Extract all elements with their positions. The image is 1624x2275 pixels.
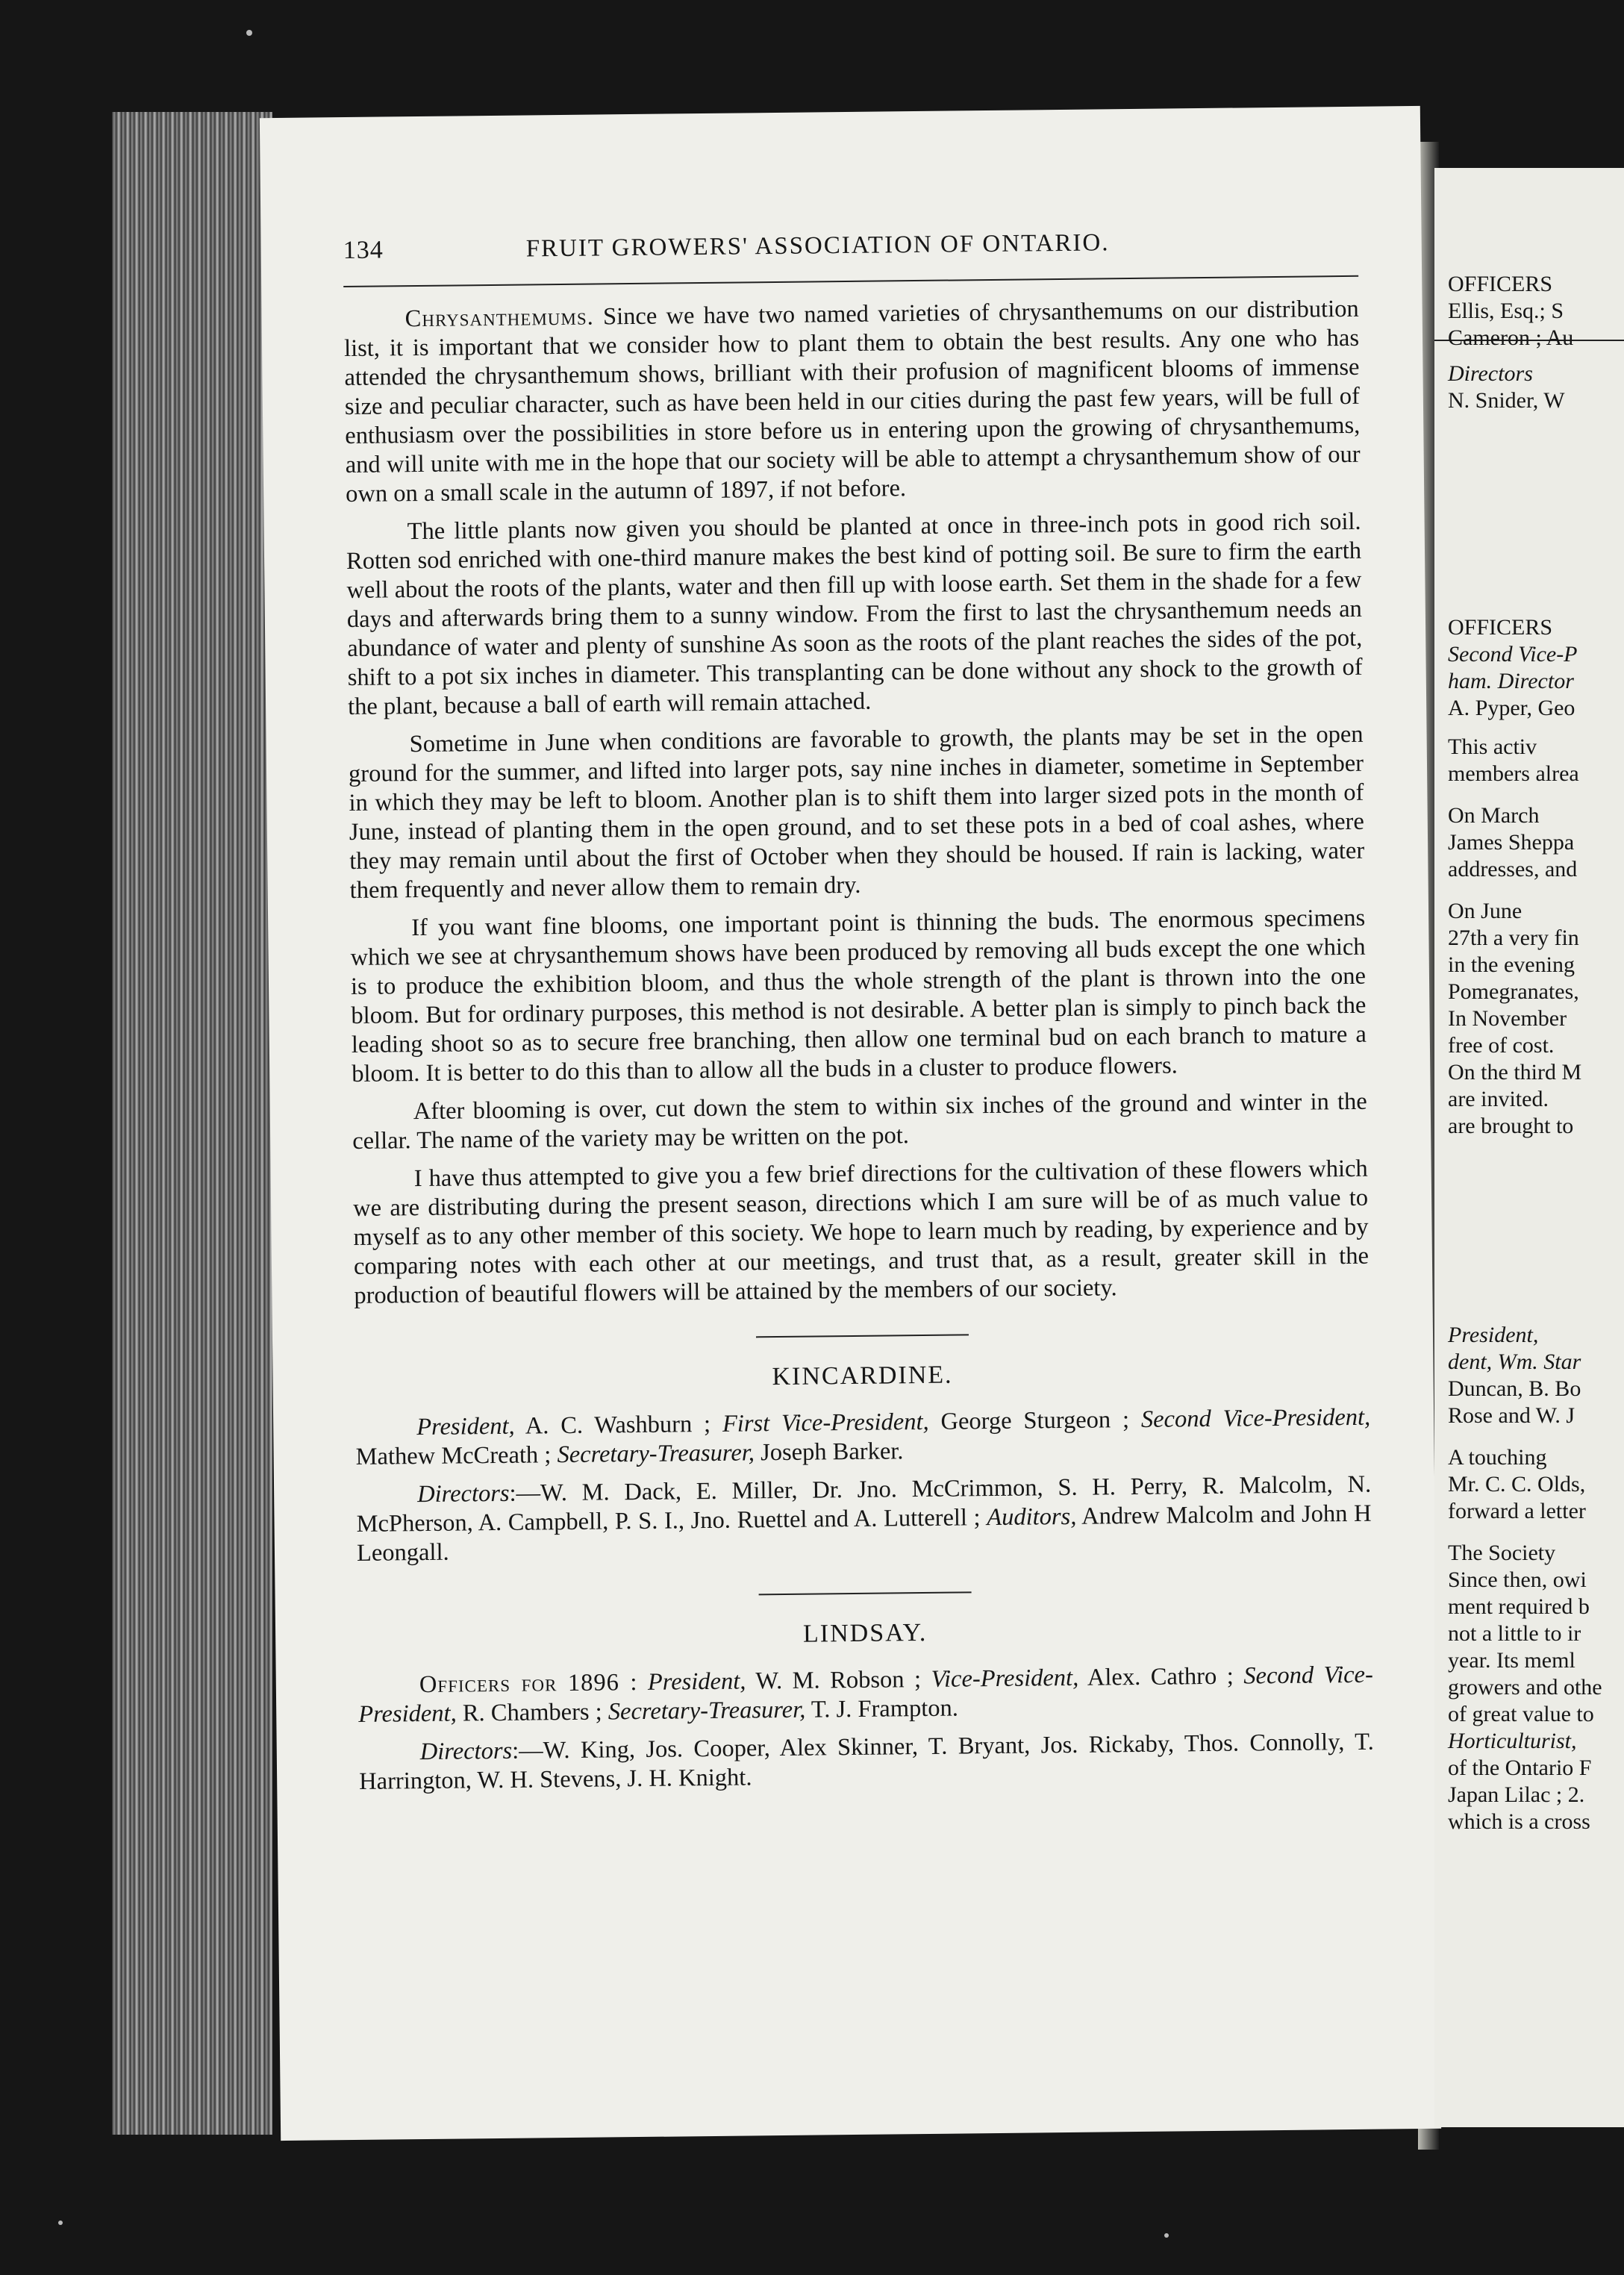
facing-page-line: Pomegranates, [1448, 979, 1579, 1004]
facing-page-line: A. Pyper, Geo [1448, 696, 1575, 720]
facing-page-line: ham. Director [1448, 669, 1574, 693]
chrysanthemums-paragraph-1: Chrysanthemums. Since we have two named varieties of chrysanthemums on our distribution list, it is important that we consider how to plant them to obtain the best results. Any one who has attended the chrysanthemum shows, brilliant with their profusion of magnificent blooms of immense size and peculiar character, such as have been held in our cities during the past few years, will be full of enthusiasm over the possibilities in store before us in entering upon the growing of chrysanthemums, and will unite with me in the hope that our society will be able to attempt a chrysanthemum show of our own on a small scale in the autumn of 1897, if not before. [343, 295, 1361, 508]
chrysanthemums-paragraph-2: The little plants now given you should be planted at once in three-inch pots in good rich soil. Rotten sod enriched with one-third manure makes the best kind of potting soil. Be sure to firm the earth well about the roots of the plants, water and then fill up with loose earth. Set them in the shade for a few days and afterwards bring them to a sunny window. From the first to last the chrysanthemum needs an abundance of water and plenty of sunshine As soon as the roots of the plant reaches the sides of the pot, shift to a pot six inches in diameter. This transplanting can be done without any shock to the growth of the plant, because a ball of earth will remain attached. [346, 508, 1363, 721]
book-page-134 [260, 106, 1441, 2141]
facing-page-line: James Sheppa [1448, 830, 1575, 855]
book-page-edges [112, 112, 272, 2135]
running-head: FRUIT GROWERS' ASSOCIATION OF ONTARIO. [525, 229, 1110, 263]
kincardine-officers: President, A. C. Washburn ; First Vice-President, George Sturgeon ; Second Vice-President, Mathew McCreath ; Secretary-Treasurer, Joseph Barker. [355, 1403, 1371, 1470]
facing-page-line: Japan Lilac ; 2. [1448, 1782, 1585, 1807]
facing-page-line: Ellis, Esq.; S [1448, 299, 1564, 323]
kincardine-heading: KINCARDINE. [772, 1361, 953, 1391]
facing-page-line: On the third M [1448, 1060, 1582, 1085]
facing-page-line: Second Vice-P [1448, 642, 1578, 667]
facing-page-line: dent, Wm. Star [1448, 1349, 1581, 1374]
facing-page-line: growers and othe [1448, 1675, 1602, 1700]
lindsay-heading: LINDSAY. [802, 1618, 928, 1648]
facing-page-line: The Society [1448, 1541, 1556, 1565]
lindsay-directors: Directors:—W. King, Jos. Cooper, Alex Skinner, T. Bryant, Jos. Rickaby, Thos. Connolly, T. Harrington, W. H. Stevens, J. H. Knight. [359, 1728, 1374, 1795]
facing-page-line: which is a cross [1448, 1809, 1590, 1834]
page-text-block [343, 226, 1375, 1806]
section-divider [758, 1591, 971, 1595]
facing-page-line: addresses, and [1448, 857, 1578, 881]
lindsay-officers: Officers for 1896 : President, W. M. Robson ; Vice-President, Alex. Cathro ; Second Vice-President, R. Chambers ; Secretary-Treasurer, T. J. Frampton. [358, 1661, 1373, 1728]
facing-page-line: In November [1448, 1006, 1567, 1031]
facing-page-line: Since then, owi [1448, 1567, 1587, 1592]
facing-page-line: A touching [1448, 1445, 1547, 1470]
facing-page-line: ment required b [1448, 1594, 1590, 1619]
facing-page-line: Mr. C. C. Olds, [1448, 1472, 1586, 1497]
chrysanthemums-paragraph-4: If you want fine blooms, one important point is thinning the buds. The enormous specimens which we see at chrysanthemum shows have been produced by removing all buds except the one which is to produce the exhibition bloom, and thus the whole strength of the plant is thrown into the one bloom. But for ordinary purposes, this method is not desirable. A better plan is simply to pinch back the leading shoot so as to secure free branching, then allow one terminal bud on each branch to mature a bloom. It is better to do this than to allow all the buds in a cluster to produce flowers. [350, 904, 1367, 1087]
page-header [343, 226, 1358, 265]
facing-page-line: 27th a very fin [1448, 926, 1579, 950]
section-divider [755, 1334, 968, 1338]
kincardine-directors: Directors:—W. M. Dack, E. Miller, Dr. Jno. McCrimmon, S. H. Perry, R. Malcolm, N. McPherson, A. Campbell, P. S. I., Jno. Ruettel and A. Lutterell ; Auditors, Andrew Malcolm and John H Leongall. [356, 1470, 1372, 1567]
facing-page-line: On June [1448, 899, 1522, 923]
page-number: 134 [343, 236, 384, 265]
facing-page-line: of great value to [1448, 1702, 1594, 1726]
facing-page-line: Cameron ; Au [1448, 325, 1574, 350]
facing-page-line: N. Snider, W [1448, 388, 1565, 413]
scan-speck [246, 30, 252, 36]
facing-page-line: This activ [1448, 734, 1537, 759]
facing-page-line: OFFICERS [1448, 272, 1553, 296]
facing-page-line: Duncan, B. Bo [1448, 1376, 1581, 1401]
facing-page-line: in the evening [1448, 952, 1575, 977]
facing-page-line: of the Ontario F [1448, 1756, 1592, 1780]
chrysanthemums-paragraph-5: After blooming is over, cut down the stem to within six inches of the ground and winter in the cellar. The name of the variety may be written on the pot. [352, 1087, 1367, 1155]
facing-page-line: Horticulturist, [1448, 1729, 1577, 1753]
facing-page-line: forward a letter [1448, 1499, 1586, 1523]
chrysanthemums-paragraph-6: I have thus attempted to give you a few brief directions for the cultivation of these flowers which we are distributing during the present season, directions which I am sure will be of as much value to myself as to any other member of this society. We hope to learn much by reading, by experience and by comparing notes with each other at our meetings, and trust that, as a result, greater skill in the production of beautiful flowers will be attained by the members of our society. [352, 1155, 1370, 1309]
scan-speck [58, 2221, 63, 2225]
chrysanthemums-lead: Chrysanthemums. [405, 303, 594, 333]
scan-speck [1164, 2233, 1169, 2238]
facing-page-line: free of cost. [1448, 1033, 1555, 1058]
chrysanthemums-paragraph-3: Sometime in June when conditions are favorable to growth, the plants may be set in the open ground for the summer, and lifted into larger pots, say nine inches in diameter, sometime in September in which they may be left to bloom. Another plan is to shift them into larger sized pots in the month of June, instead of planting them in the open ground, and to set these pots in a bed of coal ashes, where they may remain until about the first of October when they should be housed. If rain is lacking, water them frequently and never allow them to remain dry. [348, 720, 1365, 905]
facing-page-line: President, [1448, 1323, 1539, 1347]
facing-page-line: members alrea [1448, 761, 1579, 786]
facing-page-line: year. Its meml [1448, 1648, 1575, 1673]
facing-page-line: are brought to [1448, 1114, 1574, 1138]
facing-page-line: Directors [1448, 361, 1533, 386]
header-rule [343, 275, 1358, 287]
facing-page-line: On March [1448, 803, 1540, 828]
facing-page-line: are invited. [1448, 1087, 1549, 1111]
facing-page-fragment [1434, 168, 1624, 2127]
facing-page-line: not a little to ir [1448, 1621, 1581, 1646]
facing-page-line: OFFICERS [1448, 615, 1553, 640]
facing-page-line: Rose and W. J [1448, 1403, 1575, 1428]
